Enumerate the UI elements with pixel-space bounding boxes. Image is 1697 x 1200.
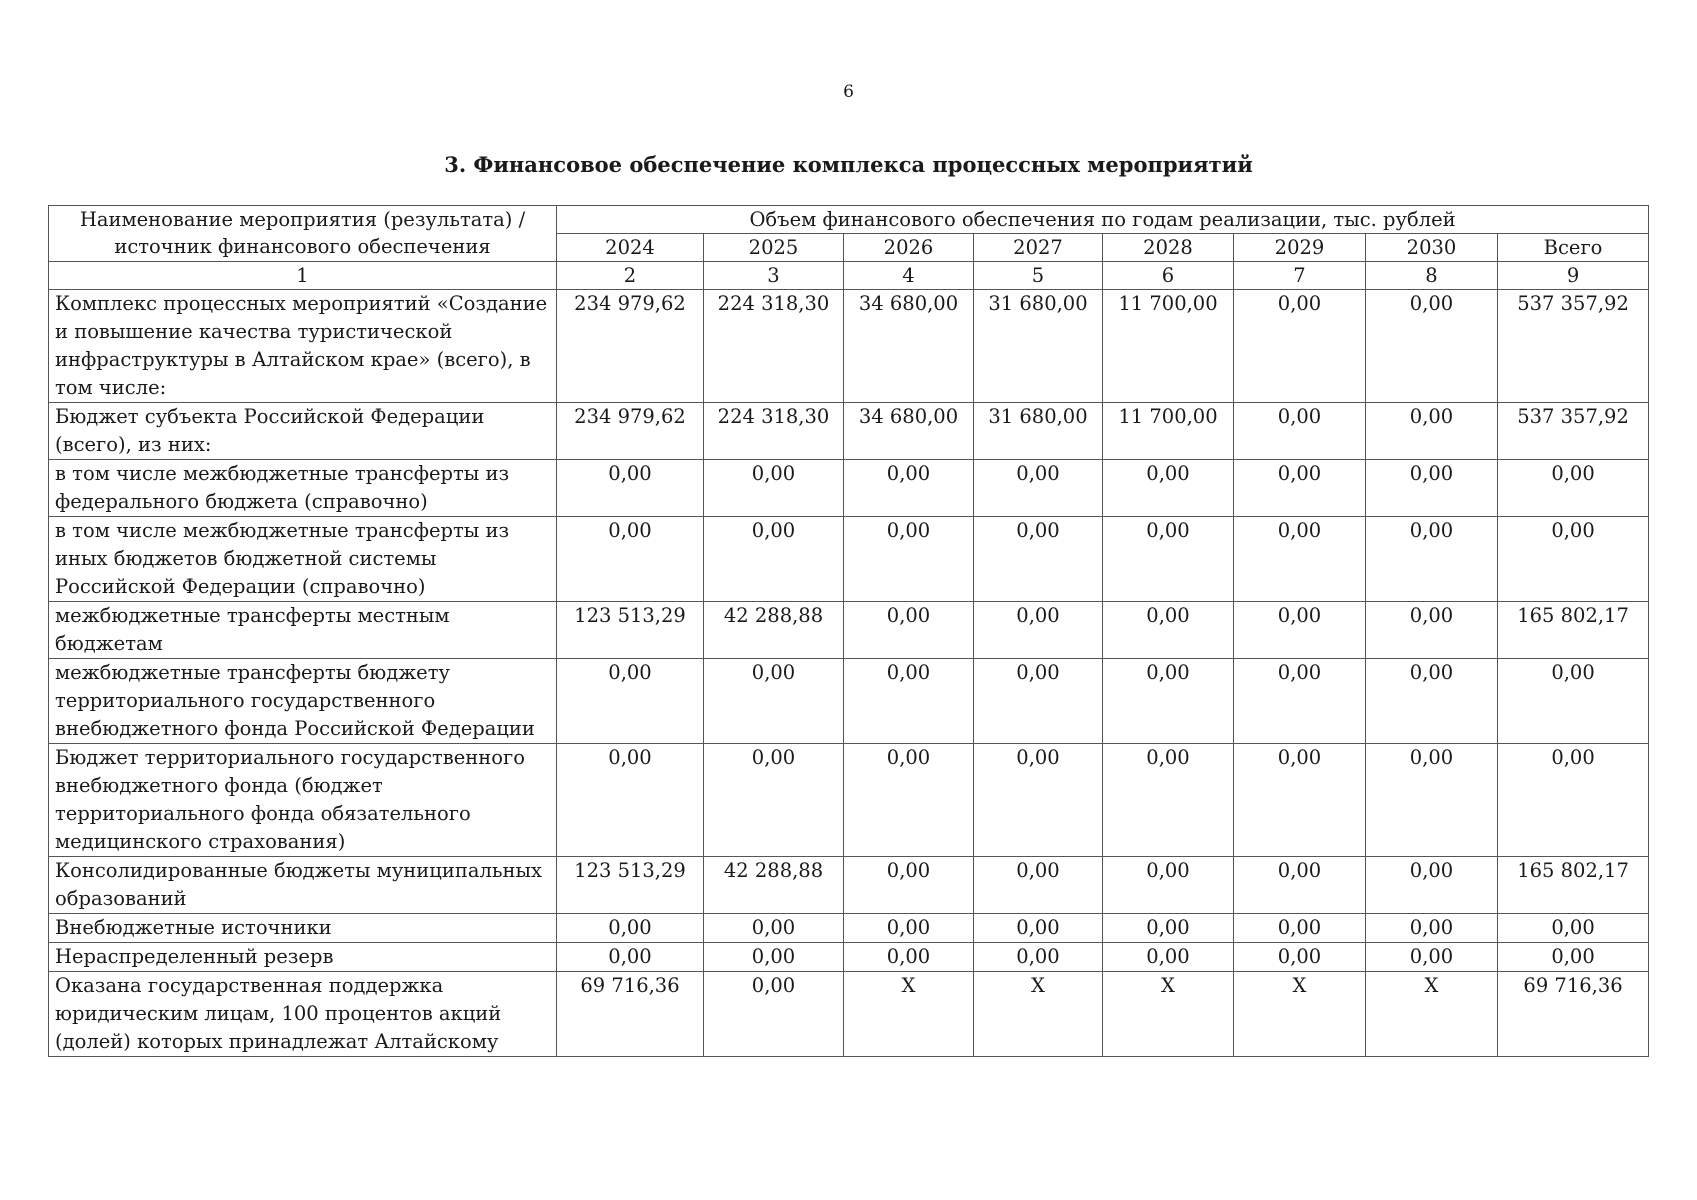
cell-total: 0,00 — [1498, 914, 1649, 943]
cell-value: 0,00 — [1366, 460, 1498, 517]
cell-value: 123 513,29 — [557, 602, 704, 659]
header-row-group — [49, 206, 1649, 234]
header-total: Всего — [1498, 234, 1649, 262]
cell-value: X — [844, 972, 974, 1057]
cell-value: 0,00 — [704, 972, 844, 1057]
cell-value: 0,00 — [974, 943, 1103, 972]
cell-value: 0,00 — [557, 659, 704, 744]
table-row — [49, 659, 1649, 744]
header-year: 2030 — [1366, 234, 1498, 262]
cell-value: 0,00 — [974, 857, 1103, 914]
cell-value: 0,00 — [844, 744, 974, 857]
cell-value: 0,00 — [557, 914, 704, 943]
cell-value: 234 979,62 — [557, 403, 704, 460]
cell-value: 0,00 — [1234, 943, 1366, 972]
cell-value: 0,00 — [1234, 602, 1366, 659]
cell-value: 34 680,00 — [844, 290, 974, 403]
table-row — [49, 517, 1649, 602]
cell-value: 123 513,29 — [557, 857, 704, 914]
cell-value: 0,00 — [1234, 659, 1366, 744]
cell-value: 0,00 — [704, 744, 844, 857]
cell-value: 0,00 — [974, 460, 1103, 517]
cell-total: 69 716,36 — [1498, 972, 1649, 1057]
cell-value: 0,00 — [1234, 290, 1366, 403]
cell-value: 0,00 — [974, 602, 1103, 659]
row-name: Консолидированные бюджеты муниципальных образований — [49, 857, 557, 914]
cell-value: X — [974, 972, 1103, 1057]
row-name: межбюджетные трансферты бюджету территориального государственного внебюджетного фонда Российской Федерации — [49, 659, 557, 744]
row-name: в том числе межбюджетные трансферты из иных бюджетов бюджетной системы Российской Федерации (справочно) — [49, 517, 557, 602]
cell-value: 0,00 — [1103, 460, 1234, 517]
cell-value: 234 979,62 — [557, 290, 704, 403]
cell-value: 0,00 — [1103, 943, 1234, 972]
cell-value: 0,00 — [1366, 602, 1498, 659]
row-name: Нераспределенный резерв — [49, 943, 557, 972]
cell-value: 0,00 — [1234, 403, 1366, 460]
cell-value: 42 288,88 — [704, 857, 844, 914]
cell-value: 0,00 — [844, 914, 974, 943]
table-row — [49, 857, 1649, 914]
cell-value: 224 318,30 — [704, 403, 844, 460]
cell-value: 0,00 — [1103, 659, 1234, 744]
cell-value: X — [1103, 972, 1234, 1057]
cell-value: 0,00 — [844, 517, 974, 602]
cell-total: 0,00 — [1498, 517, 1649, 602]
cell-value: 0,00 — [704, 914, 844, 943]
cell-total: 537 357,92 — [1498, 403, 1649, 460]
cell-value: 0,00 — [704, 943, 844, 972]
table-row — [49, 972, 1649, 1057]
cell-value: 0,00 — [1103, 857, 1234, 914]
cell-value: 0,00 — [1234, 517, 1366, 602]
table-body — [49, 290, 1649, 1057]
header-year: 2024 — [557, 234, 704, 262]
cell-value: 0,00 — [974, 517, 1103, 602]
header-year: 2029 — [1234, 234, 1366, 262]
cell-value: 0,00 — [1366, 744, 1498, 857]
column-number: 1 — [49, 262, 557, 290]
cell-value: 0,00 — [844, 659, 974, 744]
cell-value: 0,00 — [1234, 744, 1366, 857]
cell-value: 69 716,36 — [557, 972, 704, 1057]
column-number: 3 — [704, 262, 844, 290]
column-number: 6 — [1103, 262, 1234, 290]
cell-total: 165 802,17 — [1498, 857, 1649, 914]
table-row — [49, 914, 1649, 943]
cell-value: 42 288,88 — [704, 602, 844, 659]
cell-value: 0,00 — [1103, 602, 1234, 659]
row-name: Внебюджетные источники — [49, 914, 557, 943]
cell-value: 31 680,00 — [974, 403, 1103, 460]
cell-value: 11 700,00 — [1103, 290, 1234, 403]
cell-value: 0,00 — [1234, 857, 1366, 914]
column-number: 9 — [1498, 262, 1649, 290]
cell-value: 0,00 — [1103, 744, 1234, 857]
cell-value: 0,00 — [844, 460, 974, 517]
header-volume-group: Объем финансового обеспечения по годам реализации, тыс. рублей — [557, 206, 1649, 234]
cell-value: 0,00 — [844, 943, 974, 972]
row-name: в том числе межбюджетные трансферты из федерального бюджета (справочно) — [49, 460, 557, 517]
cell-value: 0,00 — [844, 602, 974, 659]
cell-value: 31 680,00 — [974, 290, 1103, 403]
cell-value: 0,00 — [1366, 403, 1498, 460]
cell-value: 0,00 — [1234, 460, 1366, 517]
header-year: 2025 — [704, 234, 844, 262]
cell-value: 0,00 — [1103, 517, 1234, 602]
cell-value: 0,00 — [1366, 659, 1498, 744]
column-number: 4 — [844, 262, 974, 290]
cell-total: 0,00 — [1498, 659, 1649, 744]
cell-value: 0,00 — [1366, 290, 1498, 403]
cell-value: X — [1234, 972, 1366, 1057]
header-year: 2027 — [974, 234, 1103, 262]
row-name: Бюджет территориального государственного внебюджетного фонда (бюджет территориального фонда обязательного медицинского страхования) — [49, 744, 557, 857]
table-row — [49, 403, 1649, 460]
cell-value: 0,00 — [1366, 857, 1498, 914]
financing-table — [48, 205, 1649, 1057]
cell-value: 0,00 — [704, 659, 844, 744]
column-number: 7 — [1234, 262, 1366, 290]
cell-value: 0,00 — [704, 517, 844, 602]
cell-value: 0,00 — [557, 943, 704, 972]
header-year: 2026 — [844, 234, 974, 262]
cell-value: 0,00 — [1366, 943, 1498, 972]
header-row-numbers — [49, 262, 1649, 290]
column-number: 2 — [557, 262, 704, 290]
cell-total: 165 802,17 — [1498, 602, 1649, 659]
cell-value: 0,00 — [844, 857, 974, 914]
cell-value: 0,00 — [974, 914, 1103, 943]
table-row — [49, 460, 1649, 517]
cell-value: 224 318,30 — [704, 290, 844, 403]
table-row — [49, 943, 1649, 972]
table-row — [49, 744, 1649, 857]
cell-value: 0,00 — [1366, 517, 1498, 602]
cell-value: 0,00 — [1234, 914, 1366, 943]
cell-total: 0,00 — [1498, 460, 1649, 517]
row-name: Оказана государственная поддержка юридическим лицам, 100 процентов акций (долей) которых принадлежат Алтайскому — [49, 972, 557, 1057]
cell-value: 0,00 — [557, 744, 704, 857]
cell-value: 0,00 — [1103, 914, 1234, 943]
table-row — [49, 602, 1649, 659]
row-name: Бюджет субъекта Российской Федерации (всего), из них: — [49, 403, 557, 460]
cell-total: 0,00 — [1498, 744, 1649, 857]
cell-value: 0,00 — [974, 744, 1103, 857]
row-name: межбюджетные трансферты местным бюджетам — [49, 602, 557, 659]
cell-value: 0,00 — [1366, 914, 1498, 943]
header-name-column: Наименование мероприятия (результата) / источник финансового обеспечения — [49, 206, 557, 262]
cell-total: 537 357,92 — [1498, 290, 1649, 403]
column-number: 8 — [1366, 262, 1498, 290]
row-name: Комплекс процессных мероприятий «Создание и повышение качества туристической инфраструктуры в Алтайском крае» (всего), в том числе: — [49, 290, 557, 403]
cell-value: 0,00 — [974, 659, 1103, 744]
cell-value: 0,00 — [557, 460, 704, 517]
cell-value: 0,00 — [557, 517, 704, 602]
page-number: 6 — [843, 82, 854, 102]
table-row — [49, 290, 1649, 403]
column-number: 5 — [974, 262, 1103, 290]
cell-value: 11 700,00 — [1103, 403, 1234, 460]
cell-value: X — [1366, 972, 1498, 1057]
section-title: 3. Финансовое обеспечение комплекса процессных мероприятий — [444, 152, 1253, 177]
cell-total: 0,00 — [1498, 943, 1649, 972]
cell-value: 34 680,00 — [844, 403, 974, 460]
cell-value: 0,00 — [704, 460, 844, 517]
header-year: 2028 — [1103, 234, 1234, 262]
